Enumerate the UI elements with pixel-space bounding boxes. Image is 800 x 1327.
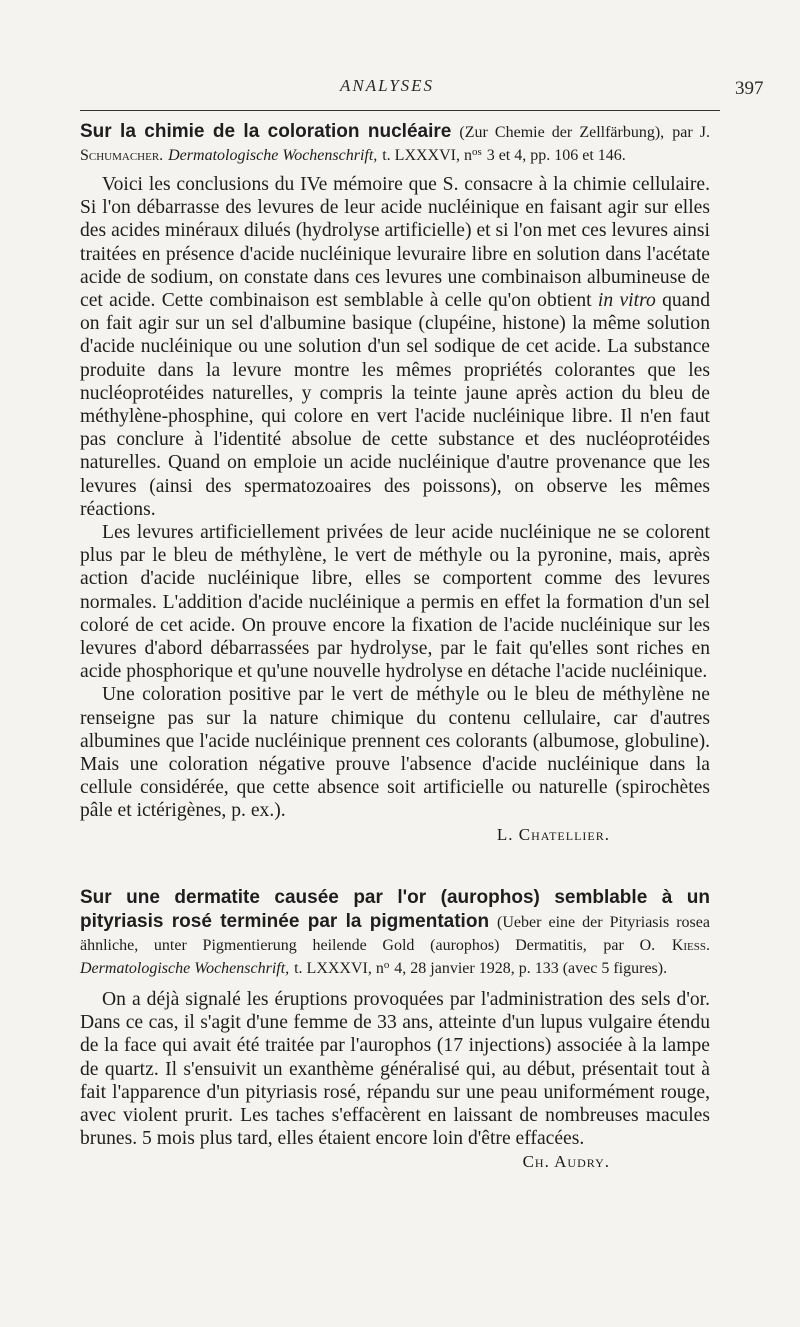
running-head: ANALYSES bbox=[340, 76, 435, 95]
paragraph-text: Voici les conclusions du IVe mémoire que S. consacre à la chimie cellulaire. Si l'on débarrasse des levures de leur acide nucléinique en faisant agir sur elles des acides minéraux dilués (hydrolyse artificielle) et si l'on met ces levures ainsi traitées en présence d'acide nucléinique levuraire libre en solution dans l'acétate acide de sodium, on constate dans ces levures une combinaison albumineuse de cet acide. Cette combinaison est semblable à celle qu'on obtient bbox=[80, 174, 710, 312]
signature: L. Chatellier. bbox=[496, 824, 610, 844]
volume-sup: os bbox=[471, 146, 482, 158]
by-label: par O. bbox=[603, 937, 656, 954]
article-title: Sur la chimie de la coloration nucléaire bbox=[80, 121, 452, 142]
paragraph: On a déjà signalé les éruptions provoquées par l'administration des sels d'or. Dans ce cas, il s'agit d'une femme de 33 ans, atteinte d'un lupus vulgaire étendu de la face qui avait été traitée par l'aurophos (17 injections) associée à la lampe de quartz. Il s'ensuivit un exanthème généralisé qui, au début, présentait tout à fait l'apparence d'un pityriasis rosé, répandu sur une peau uniformément rouge, avec violent prurit. Les taches s'effacèrent en laissant de nombreuses macules brunes. 5 mois plus tard, elles étaient encore loin d'être effacées. bbox=[80, 989, 710, 1150]
paragraph: Les levures artificiellement privées de leur acide nucléinique ne se colorent plus par le bleu de méthylène, le vert de méthyle ou la pyronine, mais, après action d'acide nucléinique libre, elles se comportent comme des levures normales. L'addition d'acide nucléinique a permis en effet la formation d'un sel coloré de cet acide. On prouve encore la fixation de l'acide nucléinique sur les levures d'abord débarrassées par hydrolyse, par le fait qu'elles sont riches en acide phosphorique et qu'une nouvelle hydrolyse en détache l'acide nucléinique. bbox=[80, 522, 710, 683]
article-heading bbox=[80, 886, 710, 980]
header-rule bbox=[80, 110, 720, 111]
article-dermatite-or bbox=[80, 886, 710, 1172]
volume-text: t. LXXXVI, n bbox=[382, 147, 472, 164]
volume bbox=[294, 960, 389, 977]
journal-name: Dermatologische Wochenschrift, bbox=[80, 960, 290, 977]
journal-name: Dermatologische Wochenschrift, bbox=[168, 147, 378, 164]
volume-sup: o bbox=[383, 959, 390, 971]
author-name: Kiess. bbox=[671, 937, 711, 954]
by-label: par J. bbox=[672, 124, 710, 141]
in-vitro-term: in vitro bbox=[597, 290, 656, 312]
original-title: (Ueber eine der Pityriasis rosea ähnliche, unter Pigmentierung heilende Gold (aurophos) Dermatitis, bbox=[80, 914, 710, 954]
paragraph-text: quand on fait agir sur un sel d'albumine basique (clupéine, histone) la même solution d'acide nucléinique ou une solution d'un sel sodique de cet acide. La substance produite dans la levure montre les mêmes propriétés colorantes que les nucléoprotéides naturelles, y compris la teinte jaune après action du bleu de méthylène-phosphine, qui colore en vert l'acide nucléinique libre. Il n'en faut pas conclure à l'identité absolue de cette substance et des nucléoprotéides naturelles. Quand on emploie un acide nucléinique d'autre provenance que les levures (ainsi des spermatozoaires des poissons), on observe les mêmes réactions. bbox=[80, 290, 710, 520]
signature: Ch. Audry. bbox=[522, 1152, 610, 1172]
paragraph bbox=[80, 173, 710, 521]
volume-text: t. LXXXVI, n bbox=[294, 960, 384, 977]
original-title: (Zur Chemie der Zellfärbung), bbox=[459, 124, 665, 141]
article-heading bbox=[80, 120, 710, 167]
issue-pages: 3 et 4, pp. 106 et 146. bbox=[486, 147, 626, 164]
paragraph: Une coloration positive par le vert de méthyle ou le bleu de méthylène ne renseigne pas sur la nature chimique du contenu cellulaire, car d'autres albumines que l'acide nucléinique prennent ces colorants (albumose, globuline). Mais une coloration négative prouve l'absence d'acide nucléinique dans la cellule considérée, que cette absence soit artificielle ou naturelle (spirochètes pâle et ictérigènes, p. ex.). bbox=[80, 684, 710, 822]
page-number: 397 bbox=[735, 78, 764, 99]
article-chimie-coloration bbox=[80, 120, 710, 845]
article-title: Sur une dermatite causée par l'or (aurophos) semblable à un pityriasis rosé terminée par la pigmentation bbox=[80, 887, 710, 932]
volume bbox=[382, 147, 482, 164]
author-name: Schumacher. bbox=[80, 147, 164, 164]
issue-pages: 4, 28 janvier 1928, p. 133 (avec 5 figures). bbox=[394, 960, 668, 977]
